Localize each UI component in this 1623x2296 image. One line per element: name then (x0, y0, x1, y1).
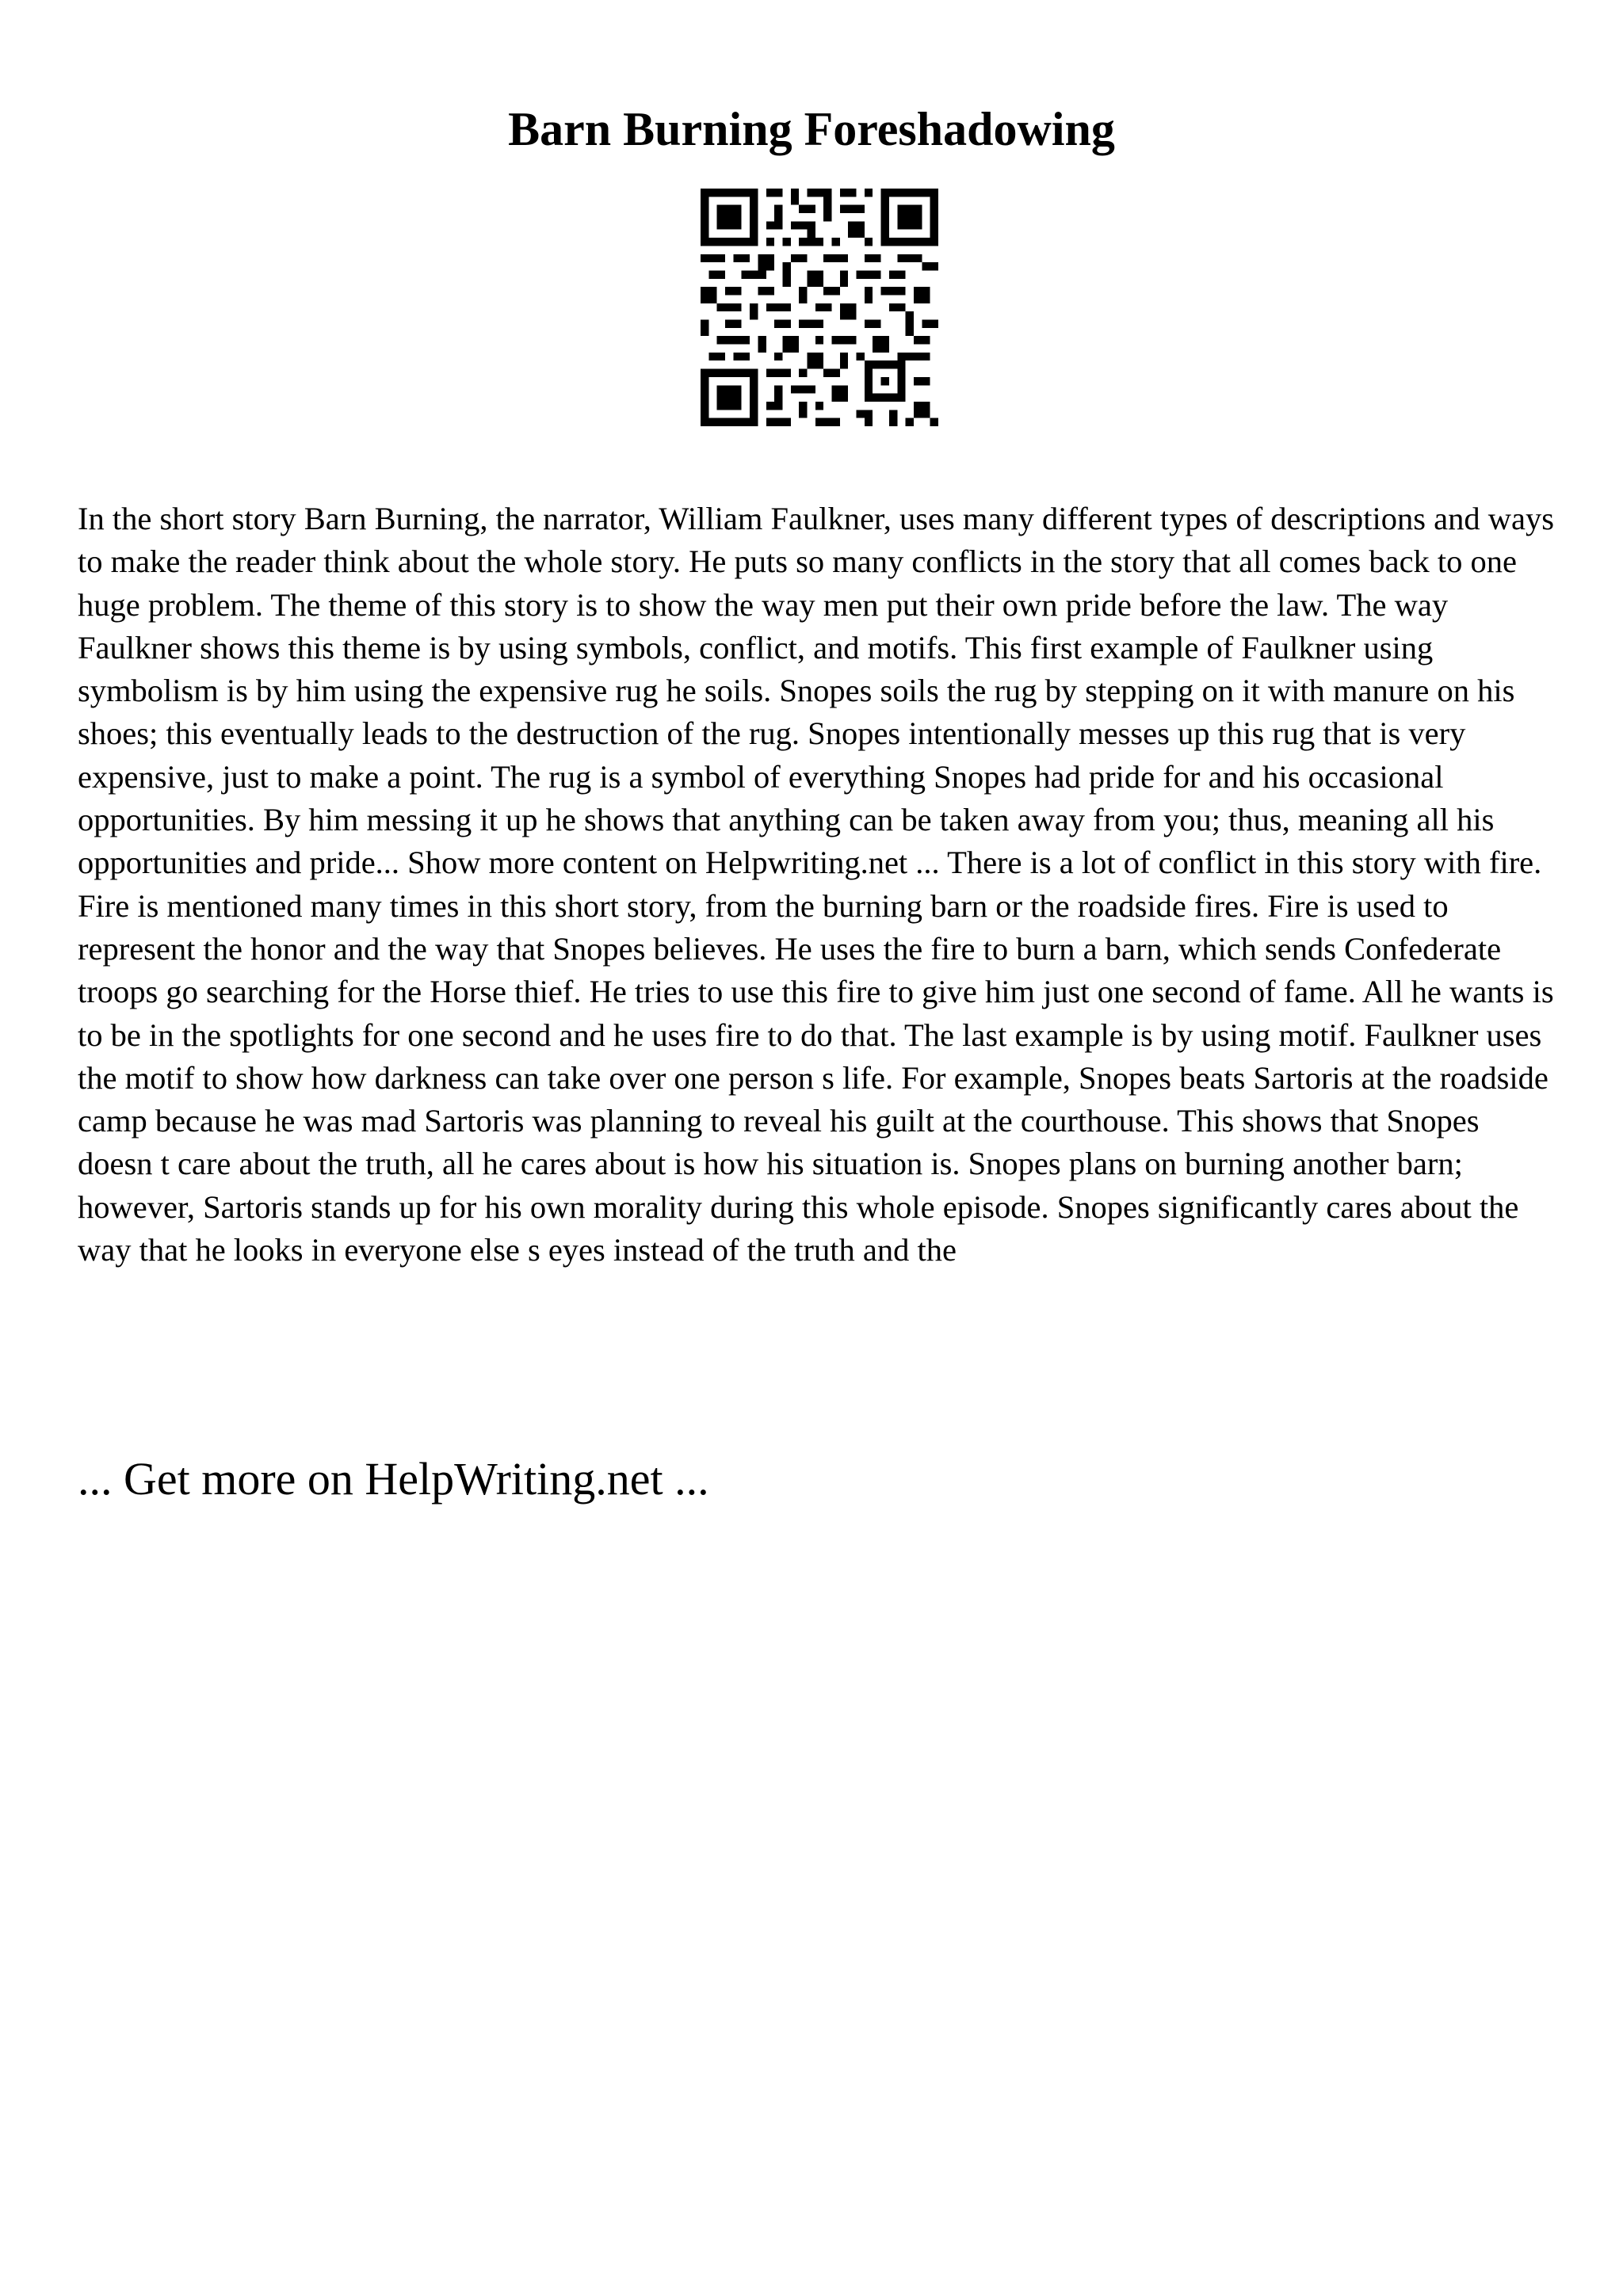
get-more-link[interactable]: ... Get more on HelpWriting.net ... (78, 1453, 709, 1505)
qr-code-icon (701, 189, 938, 426)
essay-body-text: In the short story Barn Burning, the narrator, William Faulkner, uses many different types of descriptions and ways to make the reader think about the whole story. He puts so many conflicts in the story that all comes back to one huge problem. The theme of this story is to show the way men put their own pride before the law. The way Faulkner shows this theme is by using symbols, conflict, and motifs. This first example of Faulkner using symbolism is by him using the expensive rug he soils. Snopes soils the rug by stepping on it with manure on his shoes; this eventually leads to the destruction of the rug. Snopes intentionally messes up this rug that is very expensive, just to make a point. The rug is a symbol of everything Snopes had pride for and his occasional opportunities. By him messing it up he shows that anything can be taken away from you; thus, meaning all his opportunities and pride... Show more content on Helpwriting.net ... There is a lot of conflict in this story with fire. Fire is mentioned many times in this short story, from the burning barn or the roadside fires. Fire is used to represent the honor and the way that Snopes believes. He uses the fire to burn a barn, which sends Confederate troops go searching for the Horse thief. He tries to use this fire to give him just one second of fame. All he wants is to be in the spotlights for one second and he uses fire to do that. The last example is by using motif. Faulkner uses the motif to show how darkness can take over one person s life. For example, Snopes beats Sartoris at the roadside camp because he was mad Sartoris was planning to reveal his guilt at the courthouse. This shows that Snopes doesn t care about the truth, all he cares about is how his situation is. Snopes plans on burning another barn; however, Sartoris stands up for his own morality during this whole episode. Snopes significantly cares about the way that he looks in everyone else s eyes instead of the truth and the (78, 501, 1554, 1268)
page-title: Barn Burning Foreshadowing (508, 103, 1115, 155)
qr-code[interactable] (701, 189, 938, 426)
